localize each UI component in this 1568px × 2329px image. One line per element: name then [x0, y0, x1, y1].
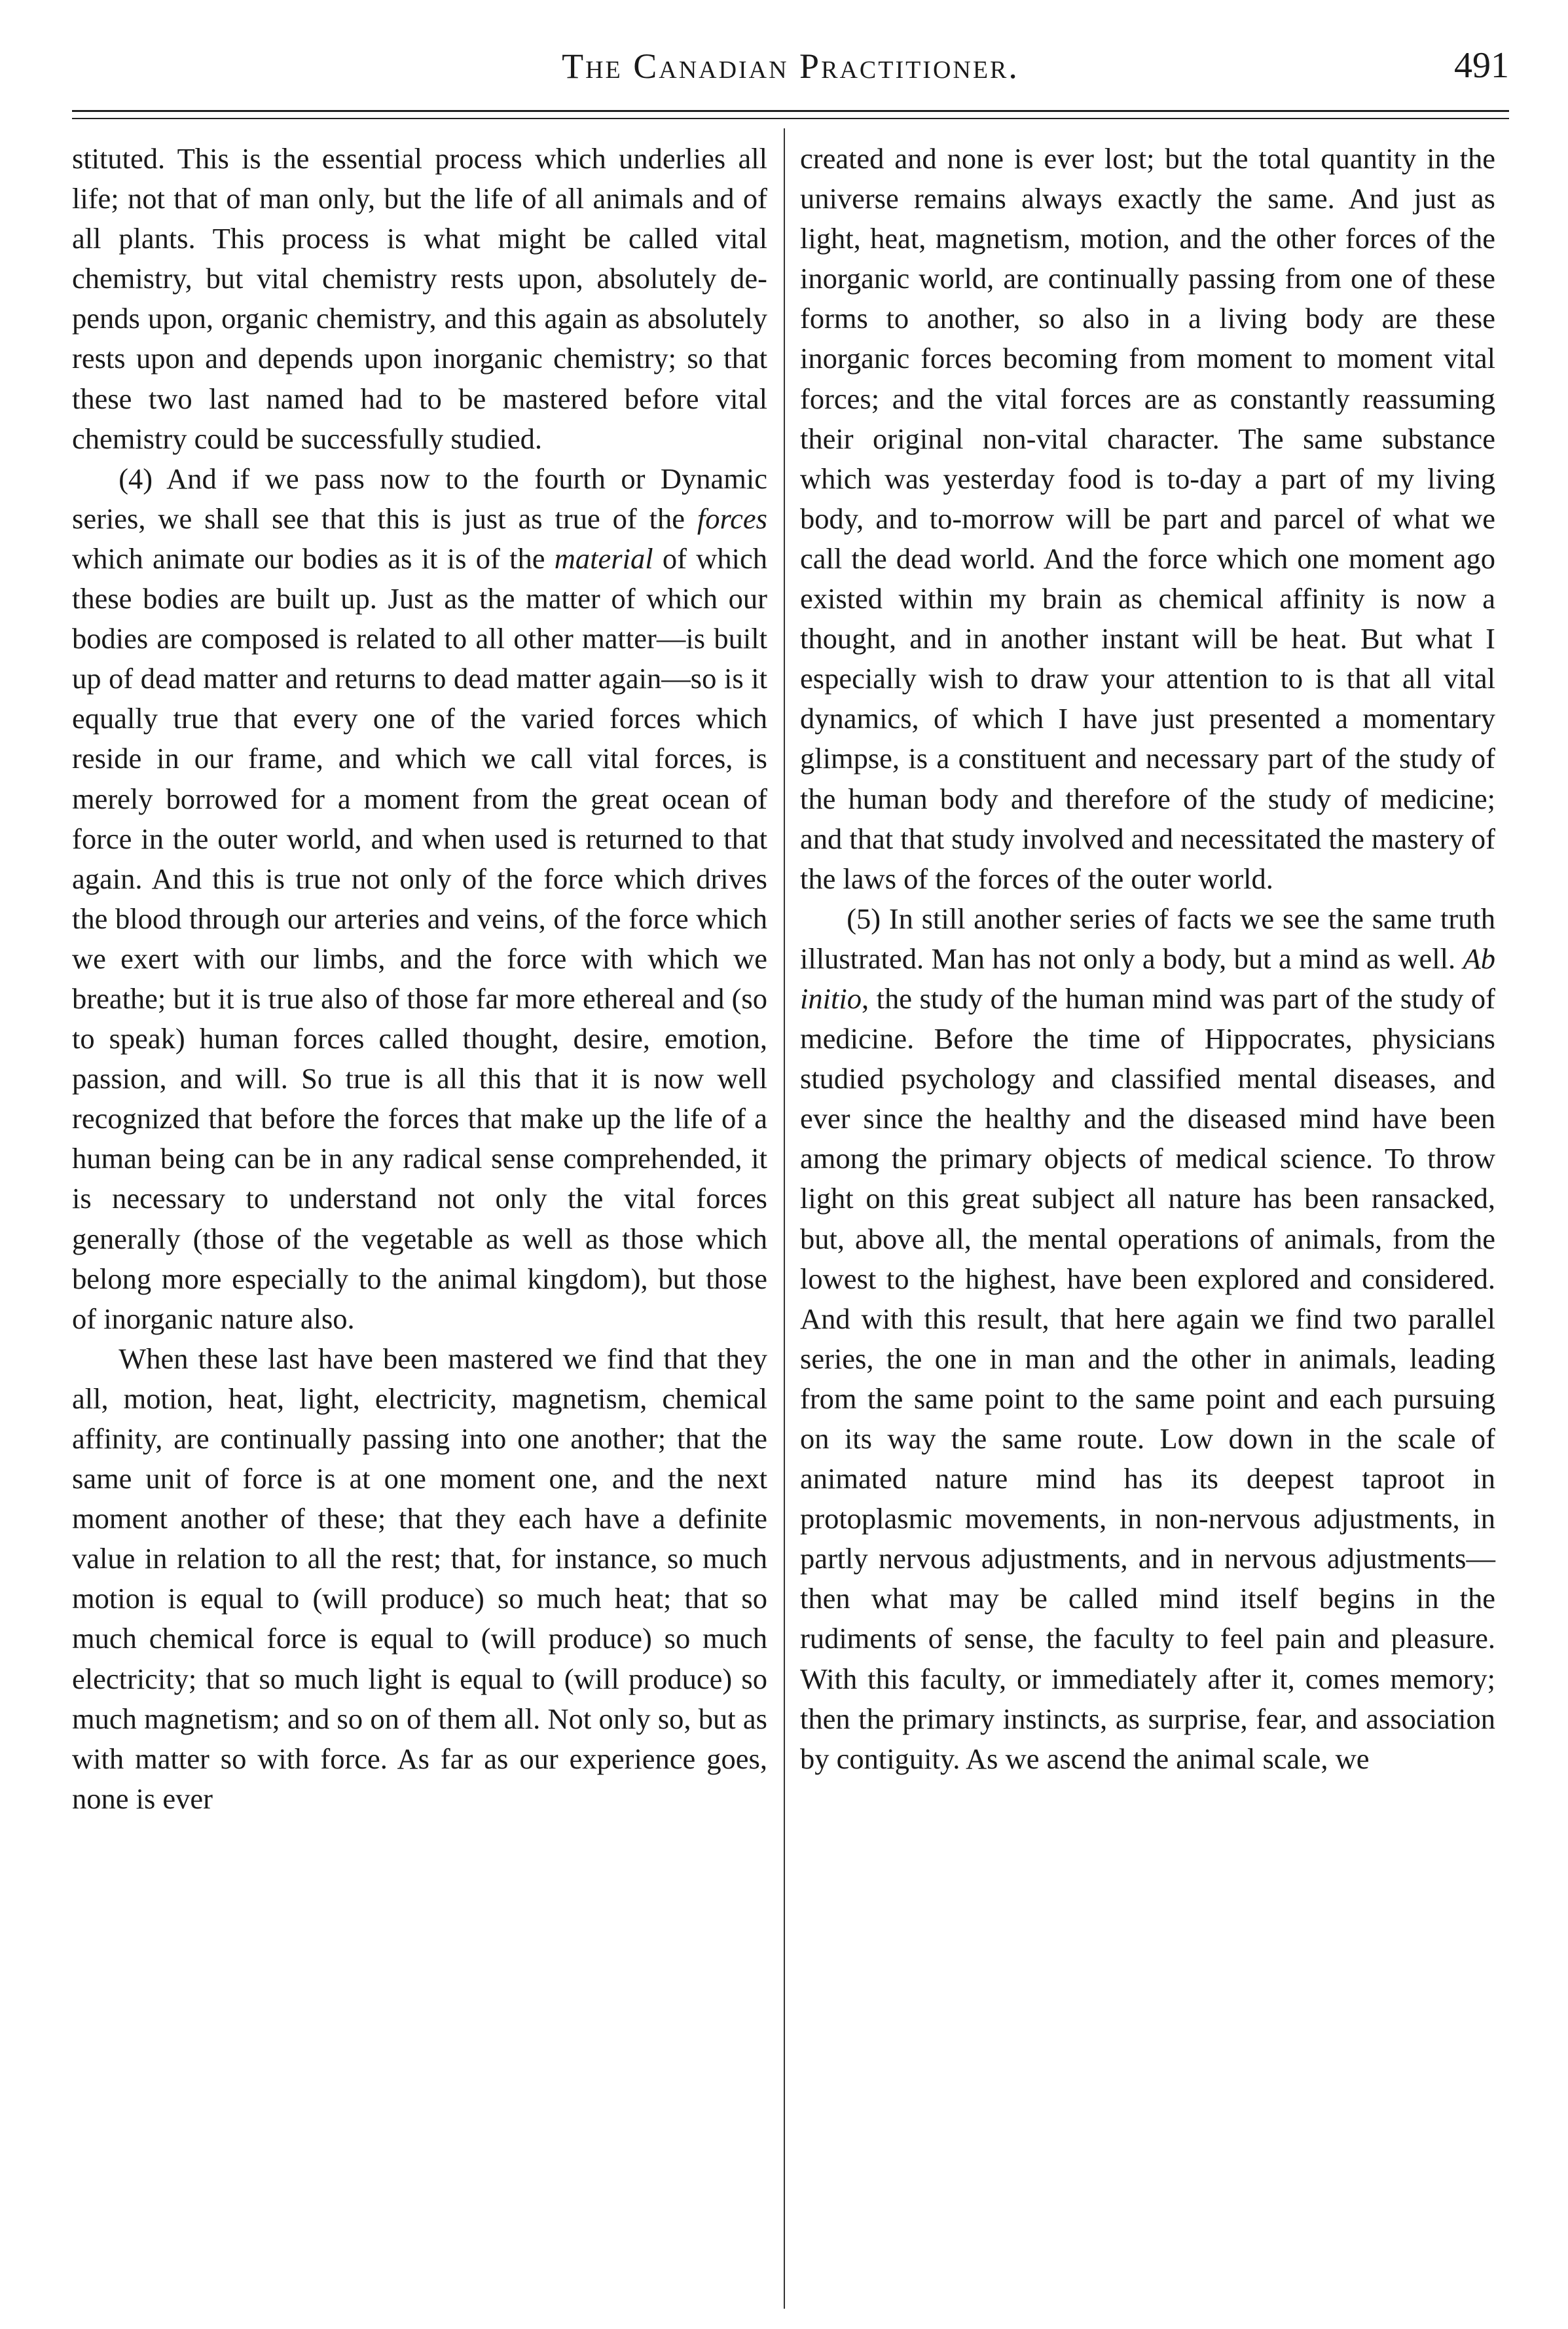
right-paragraph-2-emphasis-ab-initio: Ab initio — [800, 942, 1495, 1015]
left-paragraph-3: When these last have been mastered we find that they all, motion, heat, light, electricity, magnetism, chemical affinity, are continually passing into one another; that the same unit of force is at one moment one, and the next moment another of these; that they each have a definite value in relation to all the rest; that, for instance, so much motion is equal to (will produce) so much heat; that so much chemical force is equal to (will produce) so much electricity; that so much light is equal to (will produce) so much magnetism; and so on of them all. Not only so, but as with matter so with force. As far as our experience goes, none is ever — [72, 1342, 767, 1815]
header-rule-bottom — [72, 118, 1509, 119]
left-paragraph-1: stituted. This is the essential process which underlies all life; not that of man only, but the life of all animals and of all plants. This process is what might be called vital chemistry, but vital chemistry rests upon, absolutely depends upon, organic chemistry, and this again as absolutely rests upon and depends upon inorganic chemistry; so that these two last named had to be mastered before vital chemistry could be successfully studied. — [72, 142, 767, 455]
column-divider — [784, 128, 785, 2309]
left-paragraph-2-text-c: of which these bodies are built up. Just as the matter of which our bodies are composed is related to all other matter—is built up of dead matter and returns to dead matter again—so is it equally true that every one of the varied forces which reside in our frame, and which we call vital forces, is merely borrowed for a moment from the great ocean of force in the outer world, and when used is returned to that again. And this is true not only of the force which drives the blood through our arteries and veins, of the force which we exert with our limbs, and the force with which we breathe; but it is true also of those far more ethereal and (so to speak) human forces called thought, desire, emotion, passion, and will. So true is all this that it is now well recognized that before the forces that make up the life of a human being can be in any radical sense comprehended, it is necessary to understand not only the vital forces generally (those of the vegetable as well as those which belong more especially to the animal kingdom), but those of inorganic nature also. — [72, 541, 767, 1335]
left-column — [72, 139, 767, 1819]
right-paragraph-2 — [800, 899, 1495, 1779]
header-rule-top — [72, 110, 1509, 112]
page-number: 491 — [1454, 45, 1509, 86]
left-paragraph-2 — [72, 459, 767, 1339]
left-paragraph-2-text-a: (4) And if we pass now to the fourth or Dynamic series, we shall see that this is just as true of the — [72, 462, 767, 535]
right-paragraph-2-text-a: (5) In still another series of facts we see the same truth illustrated. Man has not only a body, but a mind as well. — [800, 902, 1495, 975]
left-paragraph-2-text-b: which animate our bodies as it is of the — [72, 541, 555, 575]
right-column — [800, 139, 1495, 1779]
left-paragraph-2-emphasis-material: material — [554, 541, 653, 575]
page-header — [72, 39, 1509, 92]
left-paragraph-2-emphasis-forces: forces — [697, 502, 767, 535]
running-title: The Canadian Practitioner. — [562, 46, 1019, 86]
right-paragraph-1: created and none is ever lost; but the total quantity in the universe remains always exactly the same. And just as light, heat, magnetism, motion, and the other forces of the inorganic world, are continually passing from one of these forms to another, so also in a living body are these inorganic forces becoming from moment to moment vital forces; and the vital forces are as constantly reassuming their original non-vital character. The same substance which was yesterday food is to-day a part of my living body, and to-morrow will be part and parcel of what we call the dead world. And the force which one moment ago existed within my brain as chemical affinity is now a thought, and in another instant will be heat. But what I especially wish to draw your attention to is that all vital dynamics, of which I have just presented a momentary glimpse, is a constituent and necessary part of the study of the human body and therefore of the study of medicine; and that that study involved and necessitated the mastery of the laws of the forces of the outer world. — [800, 142, 1495, 895]
right-paragraph-2-text-b: , the study of the human mind was part of the study of medicine. Before the time of Hippocrates, physicians studied psychology and classified mental diseases, and ever since the healthy and the diseased mind have been among the primary objects of medical science. To throw light on this great subject all nature has been ransacked, but, above all, the mental operations of animals, from the lowest to the highest, have been explored and considered. And with this result, that here again we find two parallel series, the one in man and the other in animals, leading from the same point to the same point and each pursuing on its way the same route. Low down in the scale of animated nature mind has its deepest taproot in protoplasmic movements, in non-nervous adjustments, in partly nervous adjustments, and in nervous adjustments—then what may be called mind itself begins in the rudiments of sense, the faculty to feel pain and pleasure. With this faculty, or immediately after it, comes memory; then the primary instincts, as surprise, fear, and association by contiguity. As we ascend the animal scale, we — [800, 981, 1495, 1775]
